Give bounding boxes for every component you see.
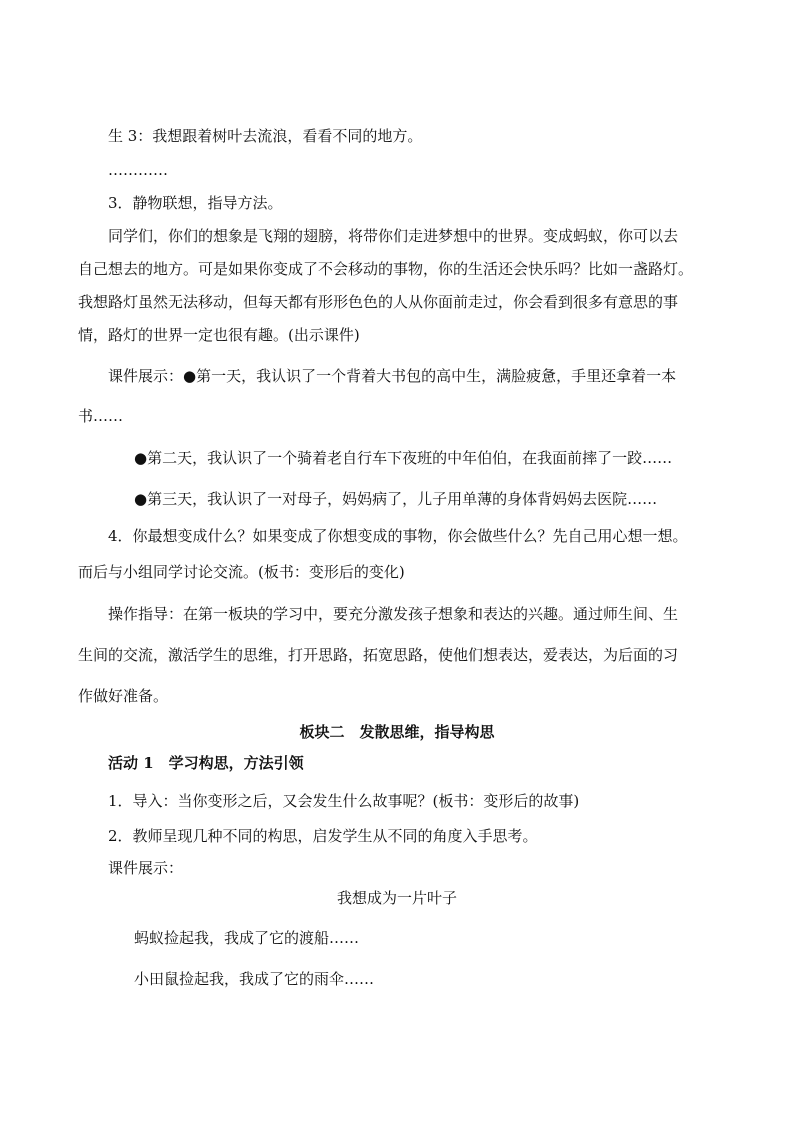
operation-guide-cont: 作做好准备。 bbox=[78, 687, 169, 705]
section-2-heading: 板块二 发散思维，指导构思 bbox=[299, 723, 495, 741]
activity-1-heading: 活动 1 学习构思，方法引领 bbox=[108, 754, 304, 772]
paragraph-line: 我想路灯虽然无法移动，但每天都有形形色色的人从你面前走过，你会看到很多有意思的事 bbox=[78, 293, 679, 311]
step-4-line: 4．你最想变成什么？如果变成了你想变成的事物，你会做些什么？先自己用心想一想。 bbox=[108, 527, 688, 545]
ellipsis-line: ………… bbox=[108, 161, 168, 179]
step-1-intro: 1．导入：当你变形之后，又会发生什么故事呢？(板书：变形后的故事) bbox=[108, 792, 580, 810]
step-2-line: 2．教师呈现几种不同的构思，启发学生从不同的角度入手思考。 bbox=[108, 827, 538, 845]
step-4-line-cont: 而后与小组同学讨论交流。(板书：变形后的变化) bbox=[78, 563, 405, 581]
paragraph-line: 自己想去的地方。可是如果你变成了不会移动的事物，你的生活还会快乐吗？比如一盏路灯。 bbox=[78, 260, 694, 278]
example-line: 小田鼠捡起我，我成了它的雨伞…… bbox=[134, 970, 375, 988]
courseware-day-1: 课件展示：●第一天，我认识了一个背着大书包的高中生，满脸疲惫，手里还拿着一本 bbox=[108, 367, 677, 385]
courseware-label: 课件展示： bbox=[108, 859, 184, 877]
step-3-heading: 3．静物联想，指导方法。 bbox=[108, 194, 283, 212]
example-line: 蚂蚁捡起我，我成了它的渡船…… bbox=[134, 929, 360, 947]
example-title: 我想成为一片叶子 bbox=[336, 889, 457, 907]
courseware-day-3: ●第三天，我认识了一对母子，妈妈病了，儿子用单薄的身体背妈妈去医院…… bbox=[134, 490, 658, 508]
operation-guide-cont: 生间的交流，激活学生的思维，打开思路，拓宽思路，使他们想表达，爱表达，为后面的习 bbox=[78, 646, 679, 664]
operation-guide: 操作指导：在第一板块的学习中，要充分激发孩子想象和表达的兴趣。通过师生间、生 bbox=[108, 605, 679, 623]
courseware-day-2: ●第二天，我认识了一个骑着老自行车下夜班的中年伯伯，在我面前摔了一跤…… bbox=[134, 449, 673, 467]
paragraph-line: 同学们，你们的想象是飞翔的翅膀，将带你们走进梦想中的世界。变成蚂蚁，你可以去 bbox=[108, 227, 679, 245]
student-3-line: 生 3：我想跟着树叶去流浪，看看不同的地方。 bbox=[108, 127, 423, 145]
paragraph-line: 情，路灯的世界一定也很有趣。(出示课件) bbox=[78, 326, 360, 344]
courseware-day-1-cont: 书…… bbox=[78, 407, 124, 425]
